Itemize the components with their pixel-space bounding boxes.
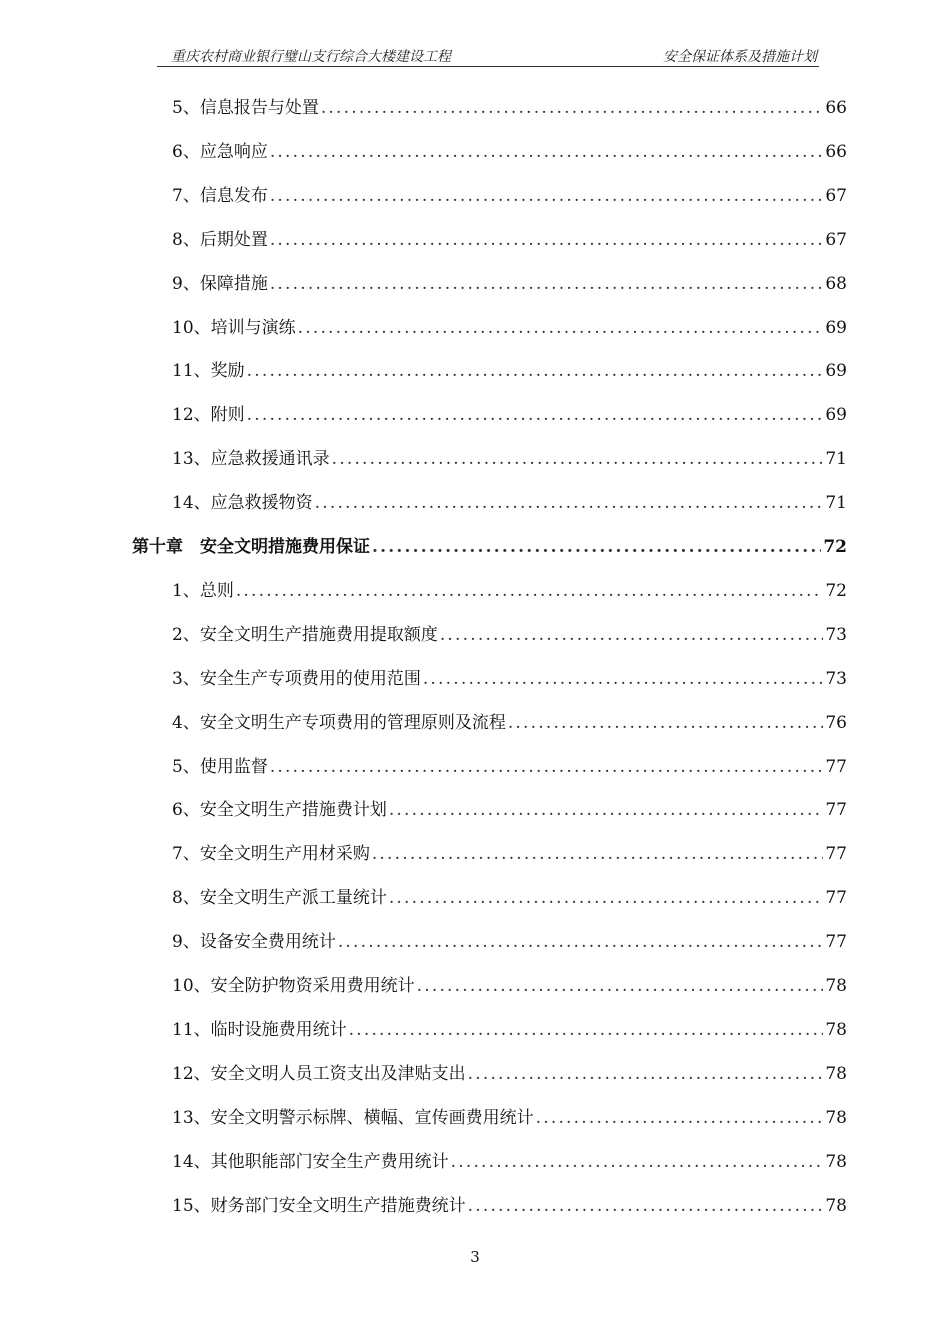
dot-leader — [270, 269, 824, 299]
toc-entry[interactable] — [172, 1103, 847, 1133]
toc-entry-title: 11、奖励 — [172, 361, 245, 382]
dot-leader — [423, 664, 824, 694]
toc-entry[interactable] — [172, 269, 847, 299]
toc-entry-page: 72 — [823, 537, 847, 557]
dot-leader — [372, 532, 821, 562]
toc-entry-page: 77 — [825, 844, 847, 865]
toc-entry-title: 5、信息报告与处置 — [172, 98, 319, 118]
toc-entry-title: 13、应急救援通讯录 — [172, 449, 330, 470]
toc-entry[interactable] — [172, 971, 847, 1001]
toc-entry-page: 67 — [825, 229, 847, 250]
dot-leader — [270, 225, 824, 255]
toc-entry[interactable] — [172, 839, 847, 869]
toc-entry[interactable] — [172, 356, 847, 386]
toc-entry-title: 8、安全文明生产派工量统计 — [172, 888, 387, 909]
toc-entry-title: 6、安全文明生产措施费计划 — [172, 800, 387, 821]
toc-entry-page: 66 — [825, 141, 847, 162]
toc-entry[interactable] — [172, 664, 847, 694]
dot-leader — [247, 356, 824, 386]
toc-entry-page: 73 — [825, 624, 847, 645]
running-header — [157, 44, 819, 67]
dot-leader — [315, 488, 824, 518]
toc-entry[interactable] — [172, 576, 847, 606]
toc-entry-title: 4、安全文明生产专项费用的管理原则及流程 — [172, 712, 506, 733]
toc-entry-page: 77 — [825, 800, 847, 821]
toc-entry-page: 72 — [825, 580, 847, 601]
dot-leader — [372, 839, 824, 869]
toc-entry-title: 5、使用监督 — [172, 756, 268, 777]
toc-entry-page: 78 — [825, 976, 847, 996]
toc-entry-title: 7、信息发布 — [172, 185, 268, 206]
toc-entry-page: 78 — [825, 1019, 847, 1040]
header-section-title: 安全保证体系及措施计划 — [663, 49, 817, 65]
toc-chapter-entry[interactable] — [132, 532, 847, 562]
toc-entry-title: 3、安全生产专项费用的使用范围 — [172, 668, 421, 689]
toc-entry[interactable] — [172, 1059, 847, 1089]
dot-leader — [389, 883, 824, 913]
toc-entry-title: 12、附则 — [172, 405, 245, 426]
dot-leader — [270, 137, 824, 167]
toc-entry[interactable] — [172, 400, 847, 430]
toc-entry-title: 9、保障措施 — [172, 273, 268, 294]
toc-entry-title: 11、临时设施费用统计 — [172, 1019, 347, 1040]
toc-entry-title: 2、安全文明生产措施费用提取额度 — [172, 624, 438, 645]
toc-entry-title: 第十章 安全文明措施费用保证 — [132, 537, 370, 557]
toc-entry[interactable] — [172, 225, 847, 255]
toc-entry-page: 71 — [825, 493, 847, 514]
toc-entry-title: 12、安全文明人员工资支出及津贴支出 — [172, 1063, 466, 1084]
toc-entry-title: 15、财务部门安全文明生产措施费统计 — [172, 1195, 466, 1216]
toc-entry-page: 68 — [825, 273, 847, 294]
toc-entry-title: 14、应急救援物资 — [172, 493, 313, 514]
toc-entry-page: 77 — [825, 932, 847, 953]
toc-entry-page: 69 — [825, 405, 847, 426]
toc-entry[interactable] — [172, 444, 847, 474]
toc-entry[interactable] — [172, 708, 847, 738]
dot-leader — [270, 181, 824, 211]
dot-leader — [236, 576, 824, 606]
toc-entry-title: 10、培训与演练 — [172, 317, 296, 338]
toc-entry-title: 6、应急响应 — [172, 141, 268, 162]
dot-leader — [389, 795, 824, 825]
toc-entry[interactable] — [172, 1191, 847, 1221]
dot-leader — [536, 1103, 824, 1133]
toc-entry-page: 78 — [825, 1195, 847, 1216]
toc-entry[interactable] — [172, 883, 847, 913]
dot-leader — [349, 1015, 824, 1045]
toc-entry-page: 69 — [825, 317, 847, 338]
toc-entry[interactable] — [172, 752, 847, 782]
toc-entry-title: 8、后期处置 — [172, 229, 268, 250]
dot-leader — [468, 1191, 824, 1221]
toc-entry[interactable] — [172, 181, 847, 211]
toc-entry[interactable] — [172, 1147, 847, 1177]
dot-leader — [338, 927, 824, 957]
toc-entry-page: 66 — [825, 98, 847, 118]
dot-leader — [468, 1059, 824, 1089]
toc-entry-title: 14、其他职能部门安全生产费用统计 — [172, 1151, 449, 1172]
dot-leader — [451, 1147, 824, 1177]
dot-leader — [440, 620, 824, 650]
toc-entry-page: 77 — [825, 756, 847, 777]
dot-leader — [508, 708, 824, 738]
toc-entry[interactable] — [172, 1015, 847, 1045]
toc-entry-page: 69 — [825, 361, 847, 382]
toc-entry-page: 78 — [825, 1151, 847, 1172]
header-project-title: 重庆农村商业银行璧山支行综合大楼建设工程 — [171, 49, 451, 65]
toc-entry[interactable] — [172, 620, 847, 650]
toc-entry-page: 78 — [825, 1063, 847, 1084]
toc-entry[interactable] — [172, 137, 847, 167]
toc-entry[interactable] — [172, 488, 847, 518]
toc-entry-page: 67 — [825, 185, 847, 206]
toc-entry[interactable] — [172, 795, 847, 825]
toc-entry-page: 73 — [825, 668, 847, 689]
toc-entry-page: 76 — [825, 712, 847, 733]
toc-entry-page: 78 — [825, 1107, 847, 1128]
toc-entry[interactable] — [172, 93, 847, 123]
toc-entry[interactable] — [172, 927, 847, 957]
toc-entry-title: 13、安全文明警示标牌、横幅、宣传画费用统计 — [172, 1107, 534, 1128]
toc-entry-title: 10、安全防护物资采用费用统计 — [172, 976, 415, 996]
toc-entry-title: 7、安全文明生产用材采购 — [172, 844, 370, 865]
dot-leader — [247, 400, 824, 430]
dot-leader — [321, 93, 824, 123]
toc-entry-page: 71 — [825, 449, 847, 470]
page-number: 3 — [470, 1248, 480, 1266]
toc-entry-title: 1、总则 — [172, 580, 234, 601]
toc-entry[interactable] — [172, 313, 847, 343]
toc-entry-page: 77 — [825, 888, 847, 909]
dot-leader — [332, 444, 824, 474]
toc-entry-title: 9、设备安全费用统计 — [172, 932, 336, 953]
dot-leader — [417, 971, 824, 1001]
dot-leader — [270, 752, 824, 782]
dot-leader — [298, 313, 824, 343]
